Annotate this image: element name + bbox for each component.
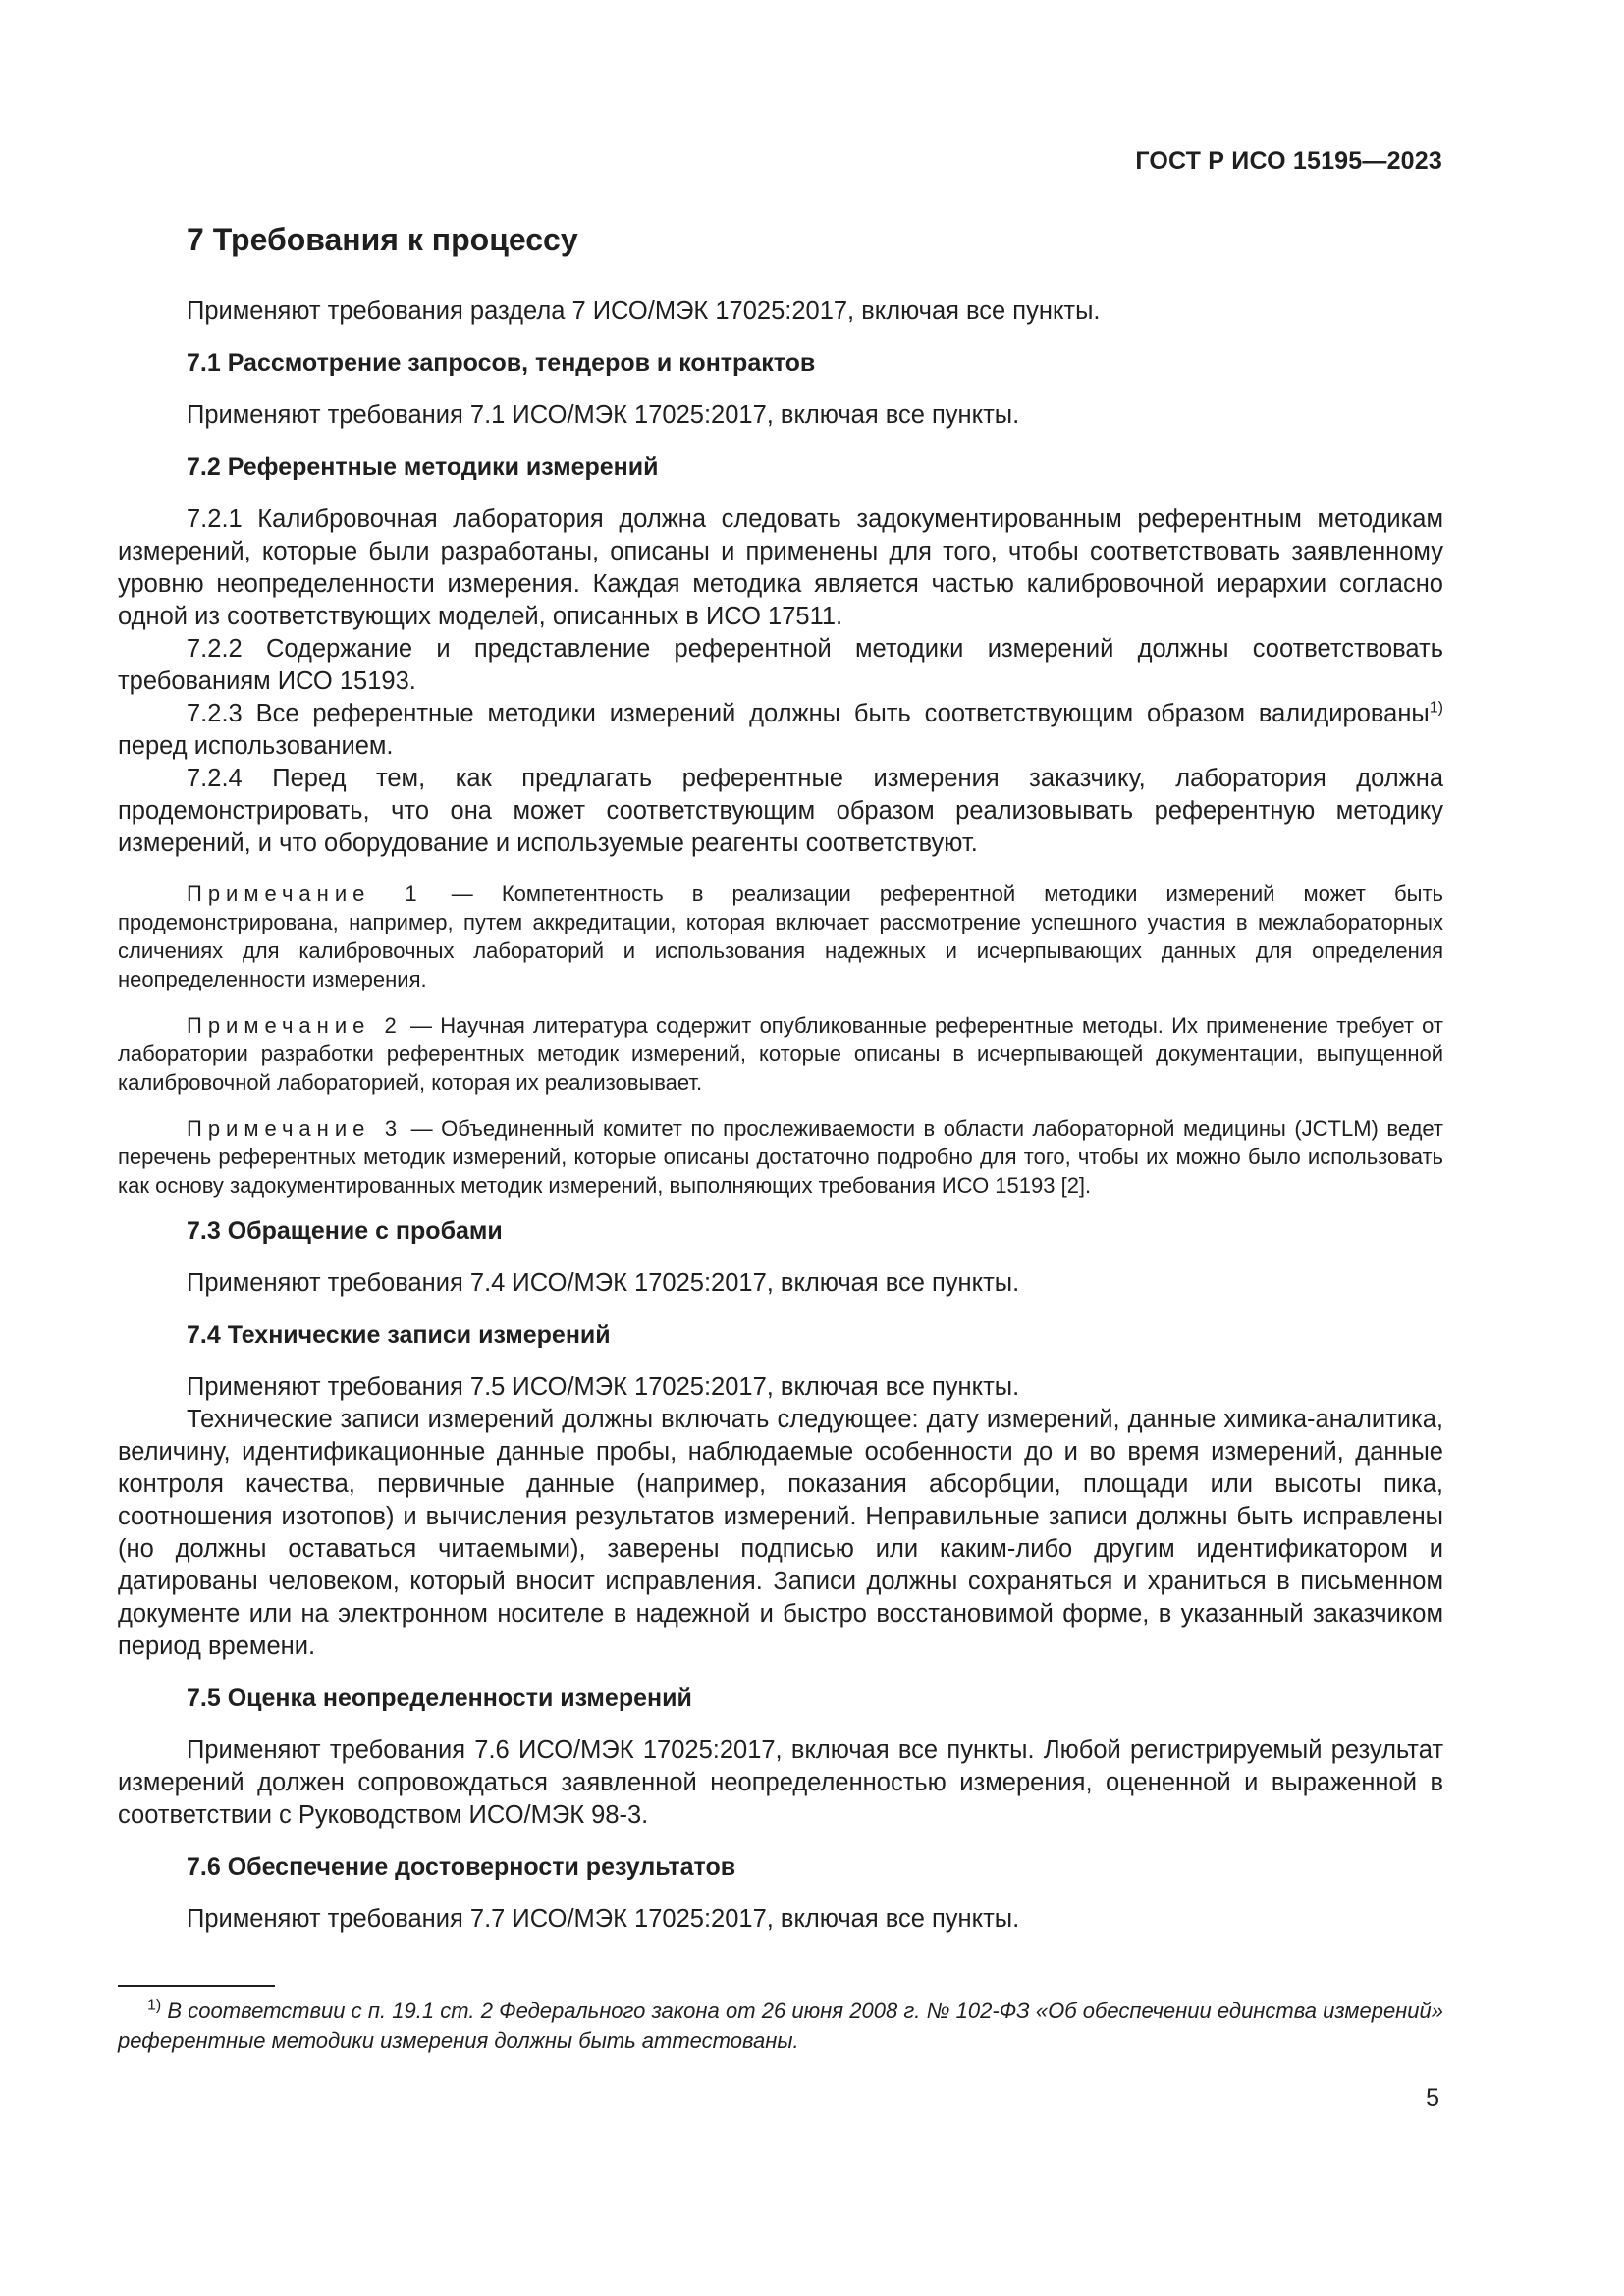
paragraph-7-2-2: 7.2.2 Содержание и представление референтной методики измерений должны соответствовать требованиям ИСО 15193. (118, 635, 1443, 695)
paragraph-7-2-3-text: 7.2.3 Все референтные методики измерений должны быть соответствующим образом валидированы (187, 700, 1430, 727)
subsection-7-6-title: 7.6 Обеспечение достоверности результатов (187, 1853, 736, 1881)
note-1-label: Примечание 1 (187, 881, 423, 906)
section-intro: Применяют требования раздела 7 ИСО/МЭК 17025:2017, включая все пункты. (187, 297, 1101, 325)
subsection-7-3-text: Применяют требования 7.4 ИСО/МЭК 17025:2017, включая все пункты. (187, 1269, 1020, 1297)
subsection-7-4-records: Технические записи измерений должны включать следующее: дату измерений, данные химика-аналитика, величину, идентификационные данные пробы, наблюдаемые особенности до и во время измерений, данные контроля качества, первичные данные (например, показания абсорбции, площади или высоты пика, соотношения изотопов) и вычисления результатов измерений. Неправильные записи должны быть исправлены (но должны оставаться читаемыми), заверены подписью или каким-либо другим идентификатором и датированы человеком, который вносит исправления. Записи должны сохраняться и храниться в письменном документе или на электронном носителе в надежной и быстро восстановимой форме, в указанный заказчиком период времени. (118, 1406, 1443, 1660)
subsection-7-3-title: 7.3 Обращение с пробами (187, 1217, 503, 1245)
paragraph-7-2-3-tail: перед использованием. (118, 732, 394, 760)
note-2-text: — Научная литература содержит опубликованные референтные методы. Их применение требует от лаборатории разработки референтных методик измерений, которые описаны в исчерпывающей документации, выпущенной калибровочной лабораторией, которая их реализовывает. (118, 1013, 1443, 1095)
footnote-text: В соответствии с п. 19.1 ст. 2 Федерального закона от 26 июня 2008 г. № 102-ФЗ «Об обеспечении единства измерений» референтные методики измерения должны быть аттестованы. (118, 1999, 1443, 2053)
footnote-marker: 1) (147, 1997, 162, 2014)
note-2 (118, 1011, 1443, 1096)
note-3-text: — Объединенный комитет по прослеживаемости в области лабораторной медицины (JCTLM) ведет перечень референтных методик измерений, которые описаны достаточно подробно для того, чтобы их можно было использовать как основу задокументированных методик измерений, выполняющих требования ИСО 15193 [2]. (118, 1116, 1443, 1198)
subsection-7-2-title: 7.2 Референтные методики измерений (187, 454, 659, 481)
note-3-label: Примечание 3 (187, 1116, 404, 1141)
subsection-7-1-title: 7.1 Рассмотрение запросов, тендеров и контрактов (187, 349, 816, 377)
footnote (118, 1997, 1443, 2056)
paragraph-7-2-3 (118, 698, 1443, 763)
subsection-7-4-text: Применяют требования 7.5 ИСО/МЭК 17025:2017, включая все пункты. (187, 1373, 1020, 1401)
footnote-reference: 1) (1429, 699, 1443, 717)
page-number: 5 (1426, 2084, 1439, 2111)
subsection-7-5-text: Применяют требования 7.6 ИСО/МЭК 17025:2017, включая все пункты. Любой регистрируемый результат измерений должен сопровождаться заявленной неопределенностью измерения, оцененной и выраженной в соответствии с Руководством ИСО/МЭК 98-3. (118, 1736, 1443, 1829)
page-content (118, 222, 1443, 1957)
note-2-label: Примечание 2 (187, 1013, 403, 1038)
paragraph-7-2-1: 7.2.1 Калибровочная лаборатория должна следовать задокументированным референтным методикам измерений, которые были разработаны, описаны и применены для того, чтобы соответствовать заявленному уровню неопределенности измерения. Каждая методика является частью калибровочной иерархии согласно одной из соответствующих моделей, описанных в ИСО 17511. (118, 506, 1443, 630)
document-code: ГОСТ Р ИСО 15195—2023 (1135, 147, 1442, 175)
note-1-text: — Компетентность в реализации референтной методики измерений может быть продемонстрирована, например, путем аккредитации, которая включает рассмотрение успешного участия в межлабораторных сличениях для калибровочных лабораторий и использования надежных и исчерпывающих данных для определения неопределенности измерения. (118, 881, 1444, 991)
paragraph-7-2-4: 7.2.4 Перед тем, как предлагать референтные измерения заказчику, лаборатория должна продемонстрировать, что она может соответствующим образом реализовывать референтную методику измерений, и что оборудование и используемые реагенты соответствуют. (118, 765, 1443, 857)
footnote-divider (118, 1985, 275, 1987)
note-1 (118, 880, 1443, 993)
subsection-7-5-title: 7.5 Оценка неопределенности измерений (187, 1684, 692, 1712)
subsection-7-4-title: 7.4 Технические записи измерений (187, 1321, 611, 1349)
subsection-7-1-text: Применяют требования 7.1 ИСО/МЭК 17025:2017, включая все пункты. (187, 401, 1020, 429)
section-title: 7 Требования к процессу (187, 222, 578, 257)
subsection-7-6-text: Применяют требования 7.7 ИСО/МЭК 17025:2017, включая все пункты. (187, 1905, 1020, 1933)
note-3 (118, 1114, 1443, 1200)
